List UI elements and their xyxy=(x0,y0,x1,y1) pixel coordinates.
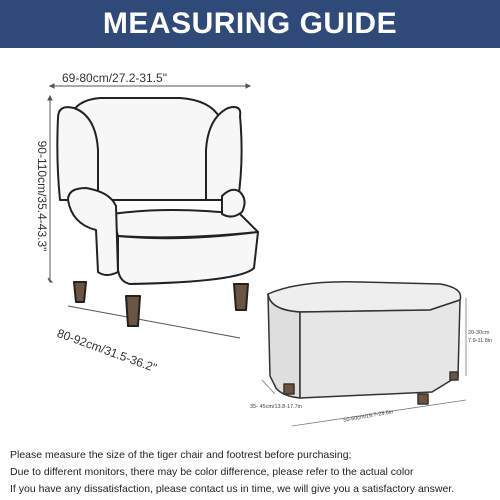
ottoman-height-in: 7.9-11.8in xyxy=(468,338,493,344)
ottoman-height-cm: 20-30cm xyxy=(468,330,490,336)
chair-depth-label: 80-92cm/31.5-36.2" xyxy=(55,326,159,376)
wingback-chair xyxy=(57,98,258,326)
purchase-notes xyxy=(10,447,495,498)
chair-width-label: 69-80cm/27.2-31.5" xyxy=(62,71,167,85)
note-line: Please measure the size of the tiger chair and footrest before purchasing; xyxy=(10,449,352,461)
ottoman-width-label: 50-60cm/19.7-23.6in xyxy=(343,409,394,424)
ottoman xyxy=(268,282,461,404)
chair-height-label: 90-110cm/35.4-43.3" xyxy=(35,140,49,252)
ottoman-height-label xyxy=(468,329,492,345)
page-title: MEASURING GUIDE xyxy=(102,7,398,40)
note-line: If you have any dissatisfaction, please contact us in time, we will give you a satisfactory answer. xyxy=(10,483,455,495)
ottoman-depth-label: 35- 45cm/13.8-17.7in xyxy=(250,404,302,410)
note-line: Due to different monitors, there may be color difference, please refer to the actual color xyxy=(10,466,414,478)
